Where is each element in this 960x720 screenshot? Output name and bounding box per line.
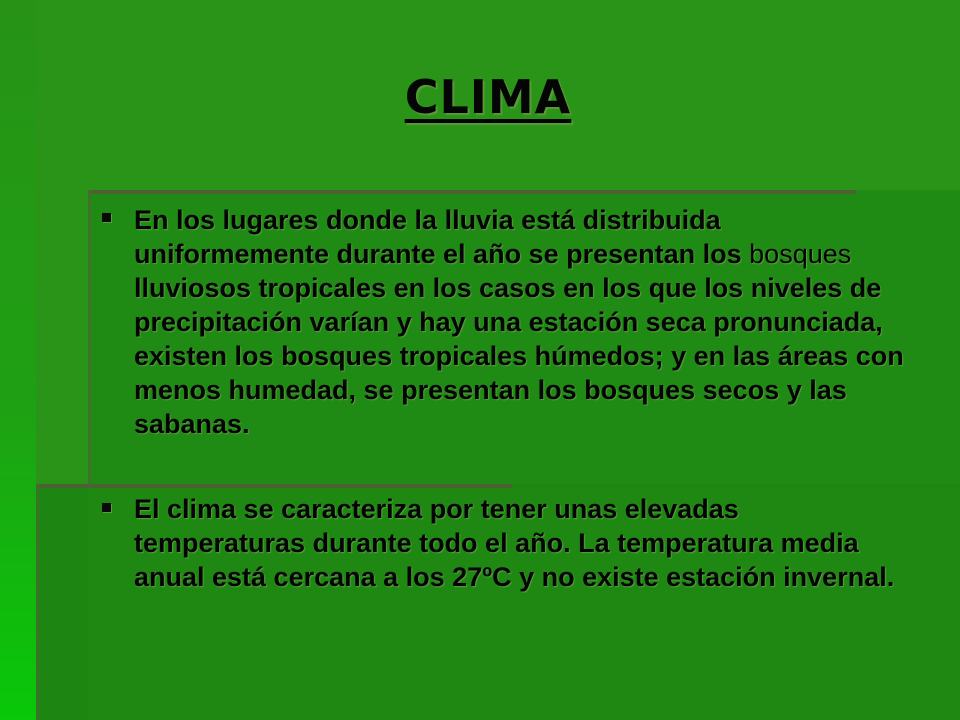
panel-edge-lower — [36, 484, 39, 720]
bullet-item-2 — [134, 492, 914, 594]
bullet-1-text-plain: bosques — [749, 239, 852, 269]
panel-divider-upper — [88, 190, 856, 194]
square-bullet-icon — [102, 213, 111, 222]
panel-divider-lower — [36, 484, 512, 488]
bullet-1-text-end: lluviosos tropicales en los casos en los que los niveles de precipitación varían y hay una estación seca pronunciada, existen los bosques tropicales húmedos; y en las áreas con menos humedad, se presentan los bosques secos y las sabanas. — [134, 273, 904, 439]
square-bullet-icon — [102, 503, 111, 512]
bullet-1-text-start: En los lugares donde la lluvia está distribuida uniformemente durante el año se presentan los — [134, 205, 750, 269]
bullet-2-text: El clima se caracteriza por tener unas elevadas temperaturas durante todo el año. La temperatura media anual está cercana a los 27ºC y no existe estación invernal. — [134, 494, 895, 592]
panel-edge-upper — [88, 190, 91, 488]
slide-title: CLIMA — [404, 70, 572, 124]
bullet-item-1 — [134, 203, 904, 441]
